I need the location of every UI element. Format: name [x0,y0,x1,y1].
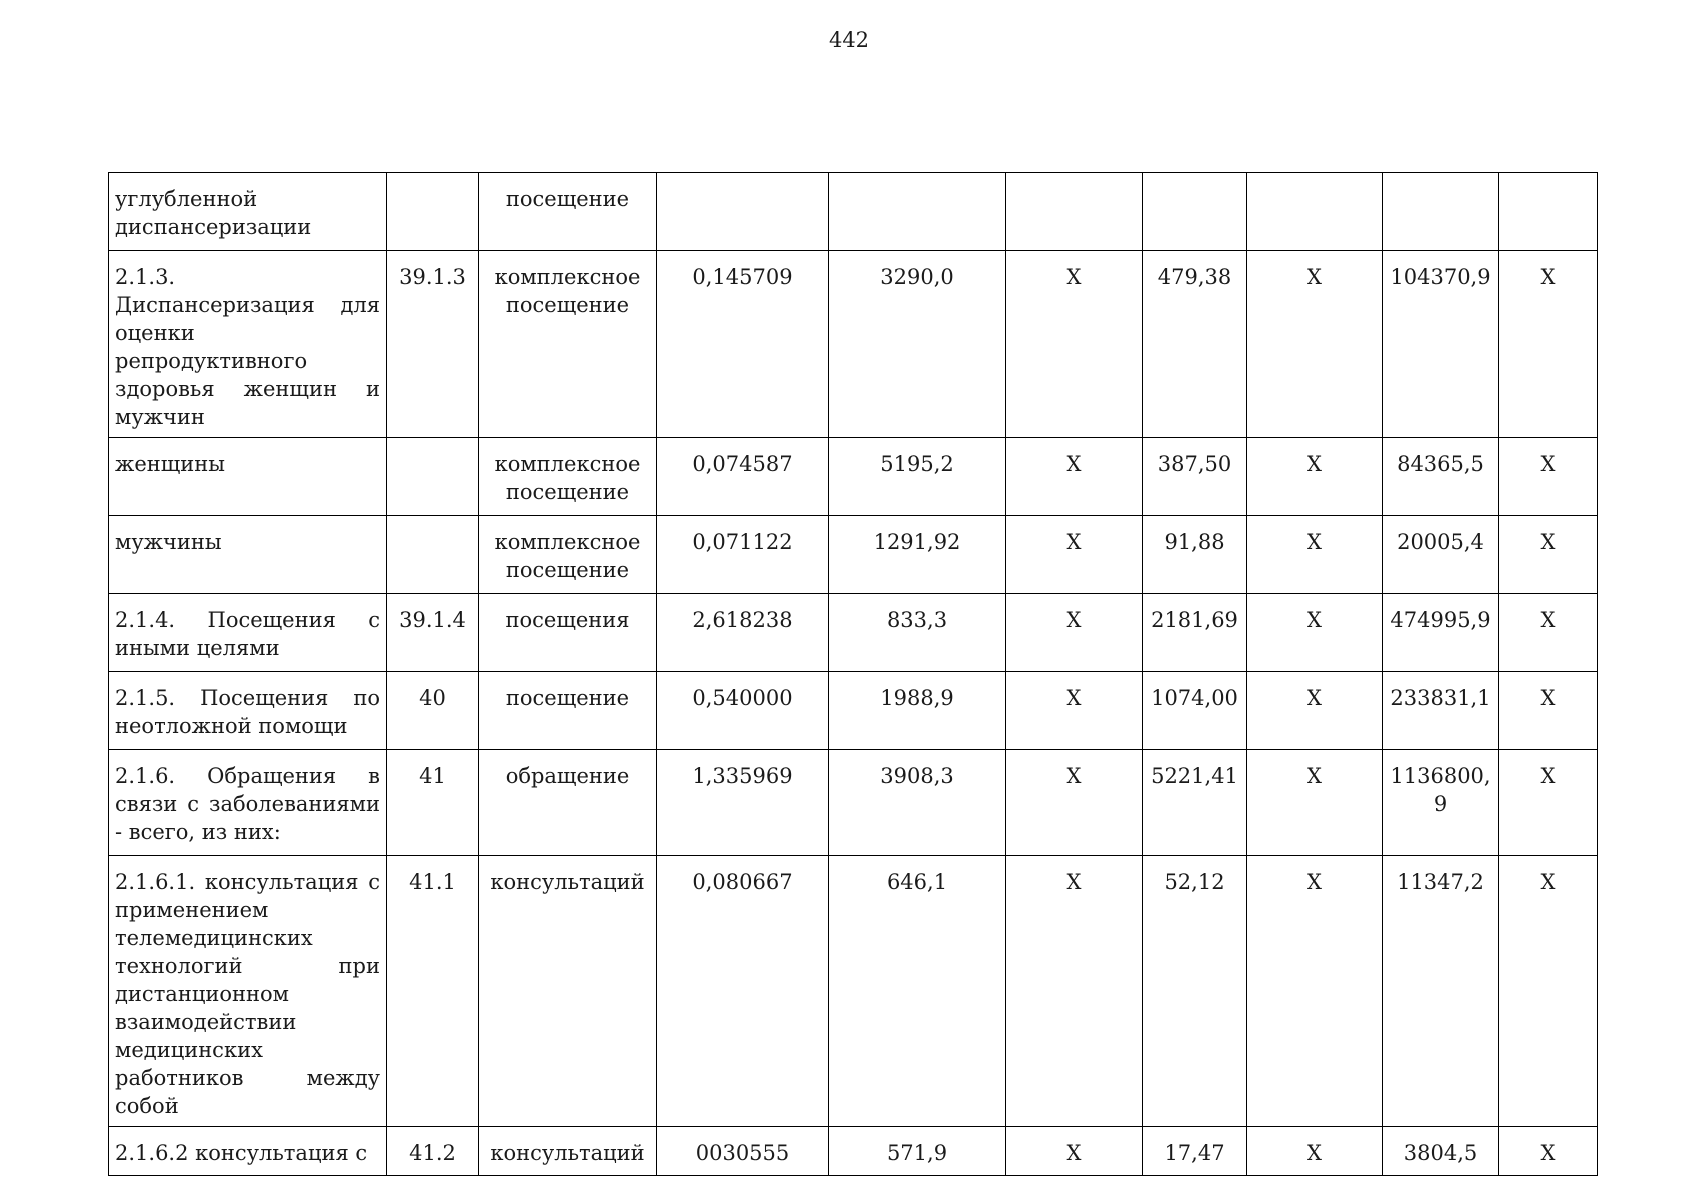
row-col6: Х [1006,750,1143,856]
row-col10: Х [1499,672,1598,750]
row-unit: комплексное посещение [479,438,657,516]
row-col10: Х [1499,251,1598,438]
row-col7: 2181,69 [1143,594,1247,672]
row-col6: Х [1006,672,1143,750]
row-name: 2.1.3. Диспансеризация для оценки репродуктивного здоровья женщин и мужчин [109,251,387,438]
row-unit: посещение [479,672,657,750]
row-col10: Х [1499,594,1598,672]
row-col10 [1499,173,1598,251]
row-name: мужчины [109,516,387,594]
row-volume: 1,335969 [657,750,829,856]
row-col8: Х [1247,856,1383,1127]
row-col7: 52,12 [1143,856,1247,1127]
row-code: 41 [387,750,479,856]
row-name: 2.1.6.2 консультация с [109,1127,387,1176]
row-col7: 91,88 [1143,516,1247,594]
table-row [109,173,1598,251]
row-col9: 84365,5 [1383,438,1499,516]
row-col6 [1006,173,1143,251]
row-code: 39.1.4 [387,594,479,672]
row-volume: 0,540000 [657,672,829,750]
row-col7: 5221,41 [1143,750,1247,856]
row-volume: 0,071122 [657,516,829,594]
row-col8: Х [1247,1127,1383,1176]
row-col6: Х [1006,251,1143,438]
row-code [387,173,479,251]
row-col10: Х [1499,516,1598,594]
row-col9: 11347,2 [1383,856,1499,1127]
row-unit: консультаций [479,1127,657,1176]
row-cost: 5195,2 [829,438,1006,516]
row-cost: 646,1 [829,856,1006,1127]
row-unit: консультаций [479,856,657,1127]
row-col9: 20005,4 [1383,516,1499,594]
table-row [109,438,1598,516]
row-col7: 1074,00 [1143,672,1247,750]
row-col8: Х [1247,516,1383,594]
table-body [109,173,1598,1176]
row-cost [829,173,1006,251]
table-row [109,516,1598,594]
row-unit: обращение [479,750,657,856]
row-volume [657,173,829,251]
row-col9 [1383,173,1499,251]
data-table [108,172,1598,1176]
row-code: 41.1 [387,856,479,1127]
row-col10: Х [1499,1127,1598,1176]
row-volume: 2,618238 [657,594,829,672]
row-volume: 0,145709 [657,251,829,438]
row-col9: 474995,9 [1383,594,1499,672]
table-row [109,594,1598,672]
row-col7: 17,47 [1143,1127,1247,1176]
table-row [109,1127,1598,1176]
row-col6: Х [1006,856,1143,1127]
row-col6: Х [1006,594,1143,672]
row-col8: Х [1247,672,1383,750]
row-col6: Х [1006,1127,1143,1176]
row-col10: Х [1499,750,1598,856]
row-code: 39.1.3 [387,251,479,438]
table-row [109,856,1598,1127]
row-name: 2.1.4. Посещения с иными целями [109,594,387,672]
page-number: 442 [828,28,870,52]
row-col7 [1143,173,1247,251]
row-cost: 3290,0 [829,251,1006,438]
row-cost: 571,9 [829,1127,1006,1176]
row-col9: 3804,5 [1383,1127,1499,1176]
row-col6: Х [1006,516,1143,594]
row-col9: 104370,9 [1383,251,1499,438]
row-col10: Х [1499,856,1598,1127]
row-name: женщины [109,438,387,516]
row-cost: 833,3 [829,594,1006,672]
row-volume: 0,074587 [657,438,829,516]
row-cost: 1291,92 [829,516,1006,594]
row-cost: 1988,9 [829,672,1006,750]
row-col8: Х [1247,438,1383,516]
row-col6: Х [1006,438,1143,516]
row-volume: 0,080667 [657,856,829,1127]
row-cost: 3908,3 [829,750,1006,856]
row-unit: комплексное посещение [479,251,657,438]
row-name: 2.1.6. Обращения в связи с заболеваниями - всего, из них: [109,750,387,856]
row-unit: посещение [479,173,657,251]
row-name: 2.1.6.1. консультация с применением телемедицинских технологий при дистанционном взаимодействии медицинских работников между собой [109,856,387,1127]
row-name: 2.1.5. Посещения по неотложной помощи [109,672,387,750]
row-code: 41.2 [387,1127,479,1176]
row-code [387,516,479,594]
row-code: 40 [387,672,479,750]
row-code [387,438,479,516]
row-col7: 479,38 [1143,251,1247,438]
row-col10: Х [1499,438,1598,516]
row-unit: посещения [479,594,657,672]
table-row [109,672,1598,750]
table-row [109,750,1598,856]
row-name: углубленной диспансеризации [109,173,387,251]
row-unit: комплексное посещение [479,516,657,594]
row-col8 [1247,173,1383,251]
row-col8: Х [1247,251,1383,438]
row-volume: 0030555 [657,1127,829,1176]
row-col9: 1136800,9 [1383,750,1499,856]
row-col8: Х [1247,594,1383,672]
row-col7: 387,50 [1143,438,1247,516]
table-row [109,251,1598,438]
row-col9: 233831,1 [1383,672,1499,750]
row-col8: Х [1247,750,1383,856]
